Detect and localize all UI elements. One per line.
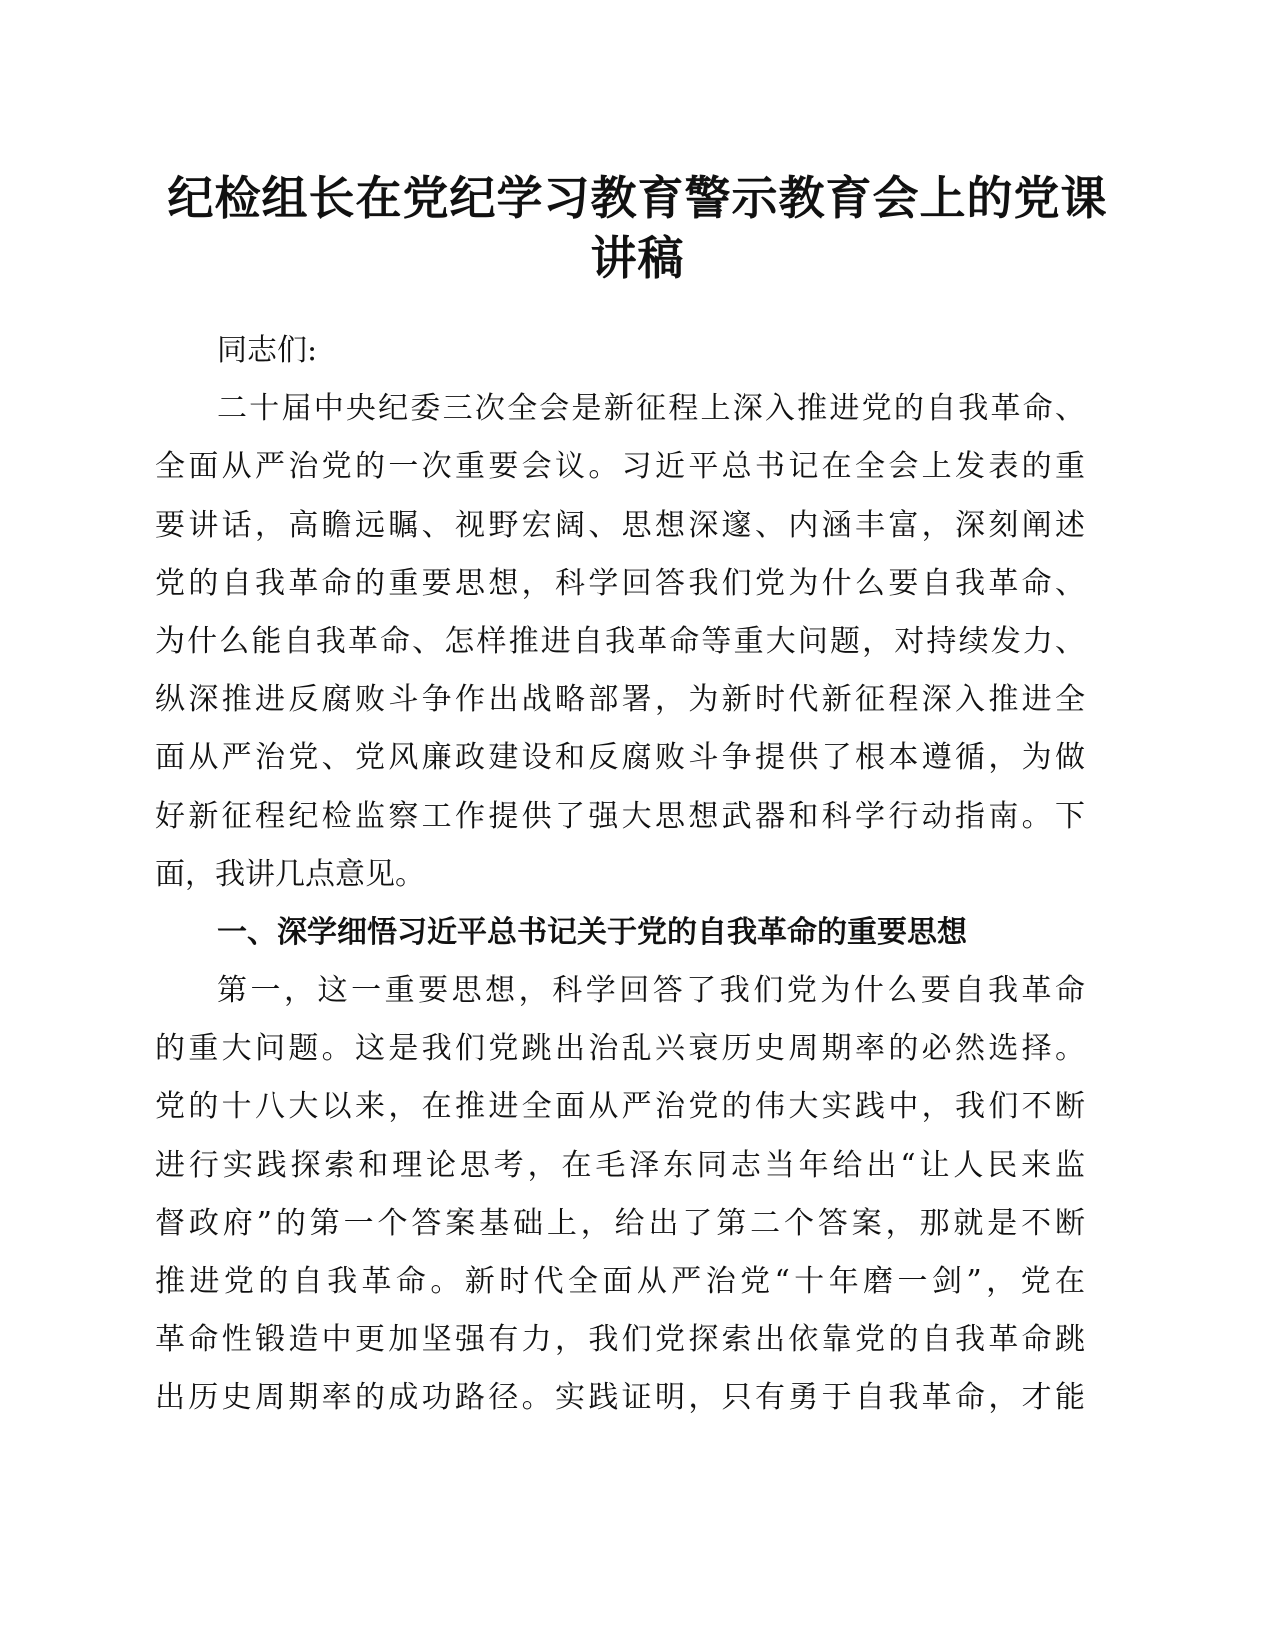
section-1-heading: 一、深学细悟习近平总书记关于党的自我革命的重要思想 bbox=[217, 914, 967, 950]
paragraph-1-line: 面，我讲几点意见。 bbox=[155, 856, 425, 892]
paragraph-1-line: 全面从严治党的一次重要会议。习近平总书记在全会上发表的重 bbox=[155, 449, 1085, 485]
title-line-2: 讲稿 bbox=[590, 231, 685, 285]
salutation: 同志们: bbox=[217, 333, 318, 368]
document-body bbox=[155, 322, 1085, 1428]
document-title bbox=[120, 168, 1155, 288]
paragraph-2-line: 的重大问题。这是我们党跳出治乱兴衰历史周期率的必然选择。 bbox=[155, 1031, 1085, 1067]
paragraph-2-line: 进行实践探索和理论思考，在毛泽东同志当年给出“让人民来监 bbox=[155, 1147, 1085, 1183]
title-line-1: 纪检组长在党纪学习教育警示教育会上的党课 bbox=[167, 171, 1108, 225]
paragraph-1-line: 党的自我革命的重要思想，科学回答我们党为什么要自我革命、 bbox=[155, 565, 1085, 601]
paragraph-1-line: 纵深推进反腐败斗争作出战略部署，为新时代新征程深入推进全 bbox=[155, 682, 1085, 718]
paragraph-2-line: 推进党的自我革命。新时代全面从严治党“十年磨一剑”，党在 bbox=[155, 1264, 1085, 1299]
paragraph-1-line: 二十届中央纪委三次全会是新征程上深入推进党的自我革命、 bbox=[217, 391, 1085, 427]
paragraph-1-line: 为什么能自我革命、怎样推进自我革命等重大问题，对持续发力、 bbox=[155, 623, 1085, 659]
paragraph-1-line: 好新征程纪检监察工作提供了强大思想武器和科学行动指南。下 bbox=[155, 798, 1085, 834]
paragraph-1-line: 面从严治党、党风廉政建设和反腐败斗争提供了根本遵循，为做 bbox=[155, 740, 1085, 776]
paragraph-2-line: 出历史周期率的成功路径。实践证明，只有勇于自我革命，才能 bbox=[155, 1380, 1085, 1416]
paragraph-2-line: 第一，这一重要思想，科学回答了我们党为什么要自我革命 bbox=[217, 973, 1085, 1009]
paragraph-2-line: 督政府”的第一个答案基础上，给出了第二个答案，那就是不断 bbox=[155, 1205, 1085, 1241]
paragraph-2-line: 革命性锻造中更加坚强有力，我们党探索出依靠党的自我革命跳 bbox=[155, 1322, 1085, 1358]
paragraph-2-line: 党的十八大以来，在推进全面从严治党的伟大实践中，我们不断 bbox=[155, 1089, 1085, 1125]
paragraph-1-line: 要讲话，高瞻远瞩、视野宏阔、思想深邃、内涵丰富，深刻阐述 bbox=[155, 507, 1085, 543]
